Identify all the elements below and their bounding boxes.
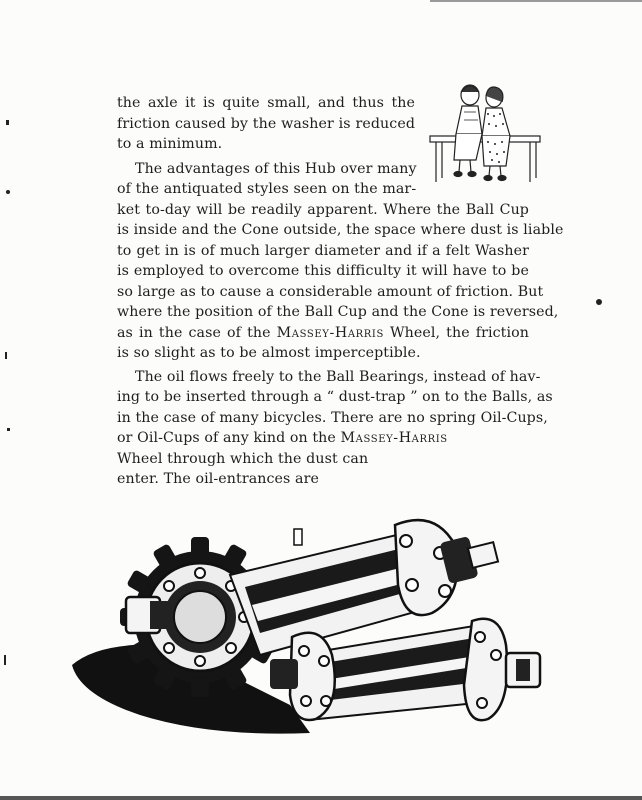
text-line: to a minimum. — [117, 136, 223, 152]
children-on-bench-illustration — [426, 82, 546, 190]
text-line: enter. The oil-entrances are — [117, 471, 319, 487]
brand-name: Massey-Harris — [276, 324, 384, 341]
margin-speck — [6, 120, 9, 125]
text-line: the axle it is quite small, and thus the — [117, 95, 415, 111]
scan-edge-top — [430, 0, 642, 2]
text-line: so large as to cause a considerable amount of friction. But — [117, 283, 544, 300]
text-line: in the case of many bicycles. There are no spring Oil-Cups, — [117, 409, 548, 426]
text-line: ing to be inserted through a “ dust-trap ” on to the Balls, as — [117, 389, 553, 405]
margin-speck — [4, 655, 6, 665]
text-fragment: Wheel, the friction — [383, 324, 529, 341]
text-line: of the antiquated styles seen on the mar- — [117, 181, 417, 197]
text-line: The oil flows freely to the Ball Bearings, instead of hav- — [135, 368, 541, 385]
text-line: The advantages of this Hub over many — [135, 160, 417, 177]
text-line: Wheel through which the dust can — [117, 450, 369, 467]
scan-edge-bottom — [0, 796, 642, 800]
text-fragment: or Oil-Cups of any kind on the — [117, 430, 341, 446]
text-line: where the position of the Ball Cup and the Cone is reversed, — [117, 304, 559, 320]
paragraph-oil — [117, 367, 553, 490]
text-line: friction caused by the washer is reduced — [117, 115, 415, 132]
text-line: is so slight as to be almost imperceptible. — [117, 345, 421, 361]
margin-speck — [7, 428, 10, 431]
margin-speck — [5, 352, 7, 359]
text-line: is employed to overcome this difficulty it will have to be — [117, 263, 529, 279]
margin-speck — [596, 299, 602, 305]
brand-name: Massey-Harris — [340, 430, 448, 446]
text-line: is inside and the Cone outside, the space where dust is liable — [117, 222, 564, 238]
text-line — [117, 323, 529, 344]
text-line: to get in is of much larger diameter and if a felt Washer — [117, 242, 529, 259]
bicycle-hubs-illustration — [60, 505, 560, 755]
text-fragment: as in the case of the — [117, 324, 277, 341]
text-line — [117, 428, 529, 449]
margin-speck — [6, 190, 10, 194]
text-line: ket to-day will be readily apparent. Where the Ball Cup — [117, 201, 529, 218]
front-hub — [270, 619, 540, 721]
